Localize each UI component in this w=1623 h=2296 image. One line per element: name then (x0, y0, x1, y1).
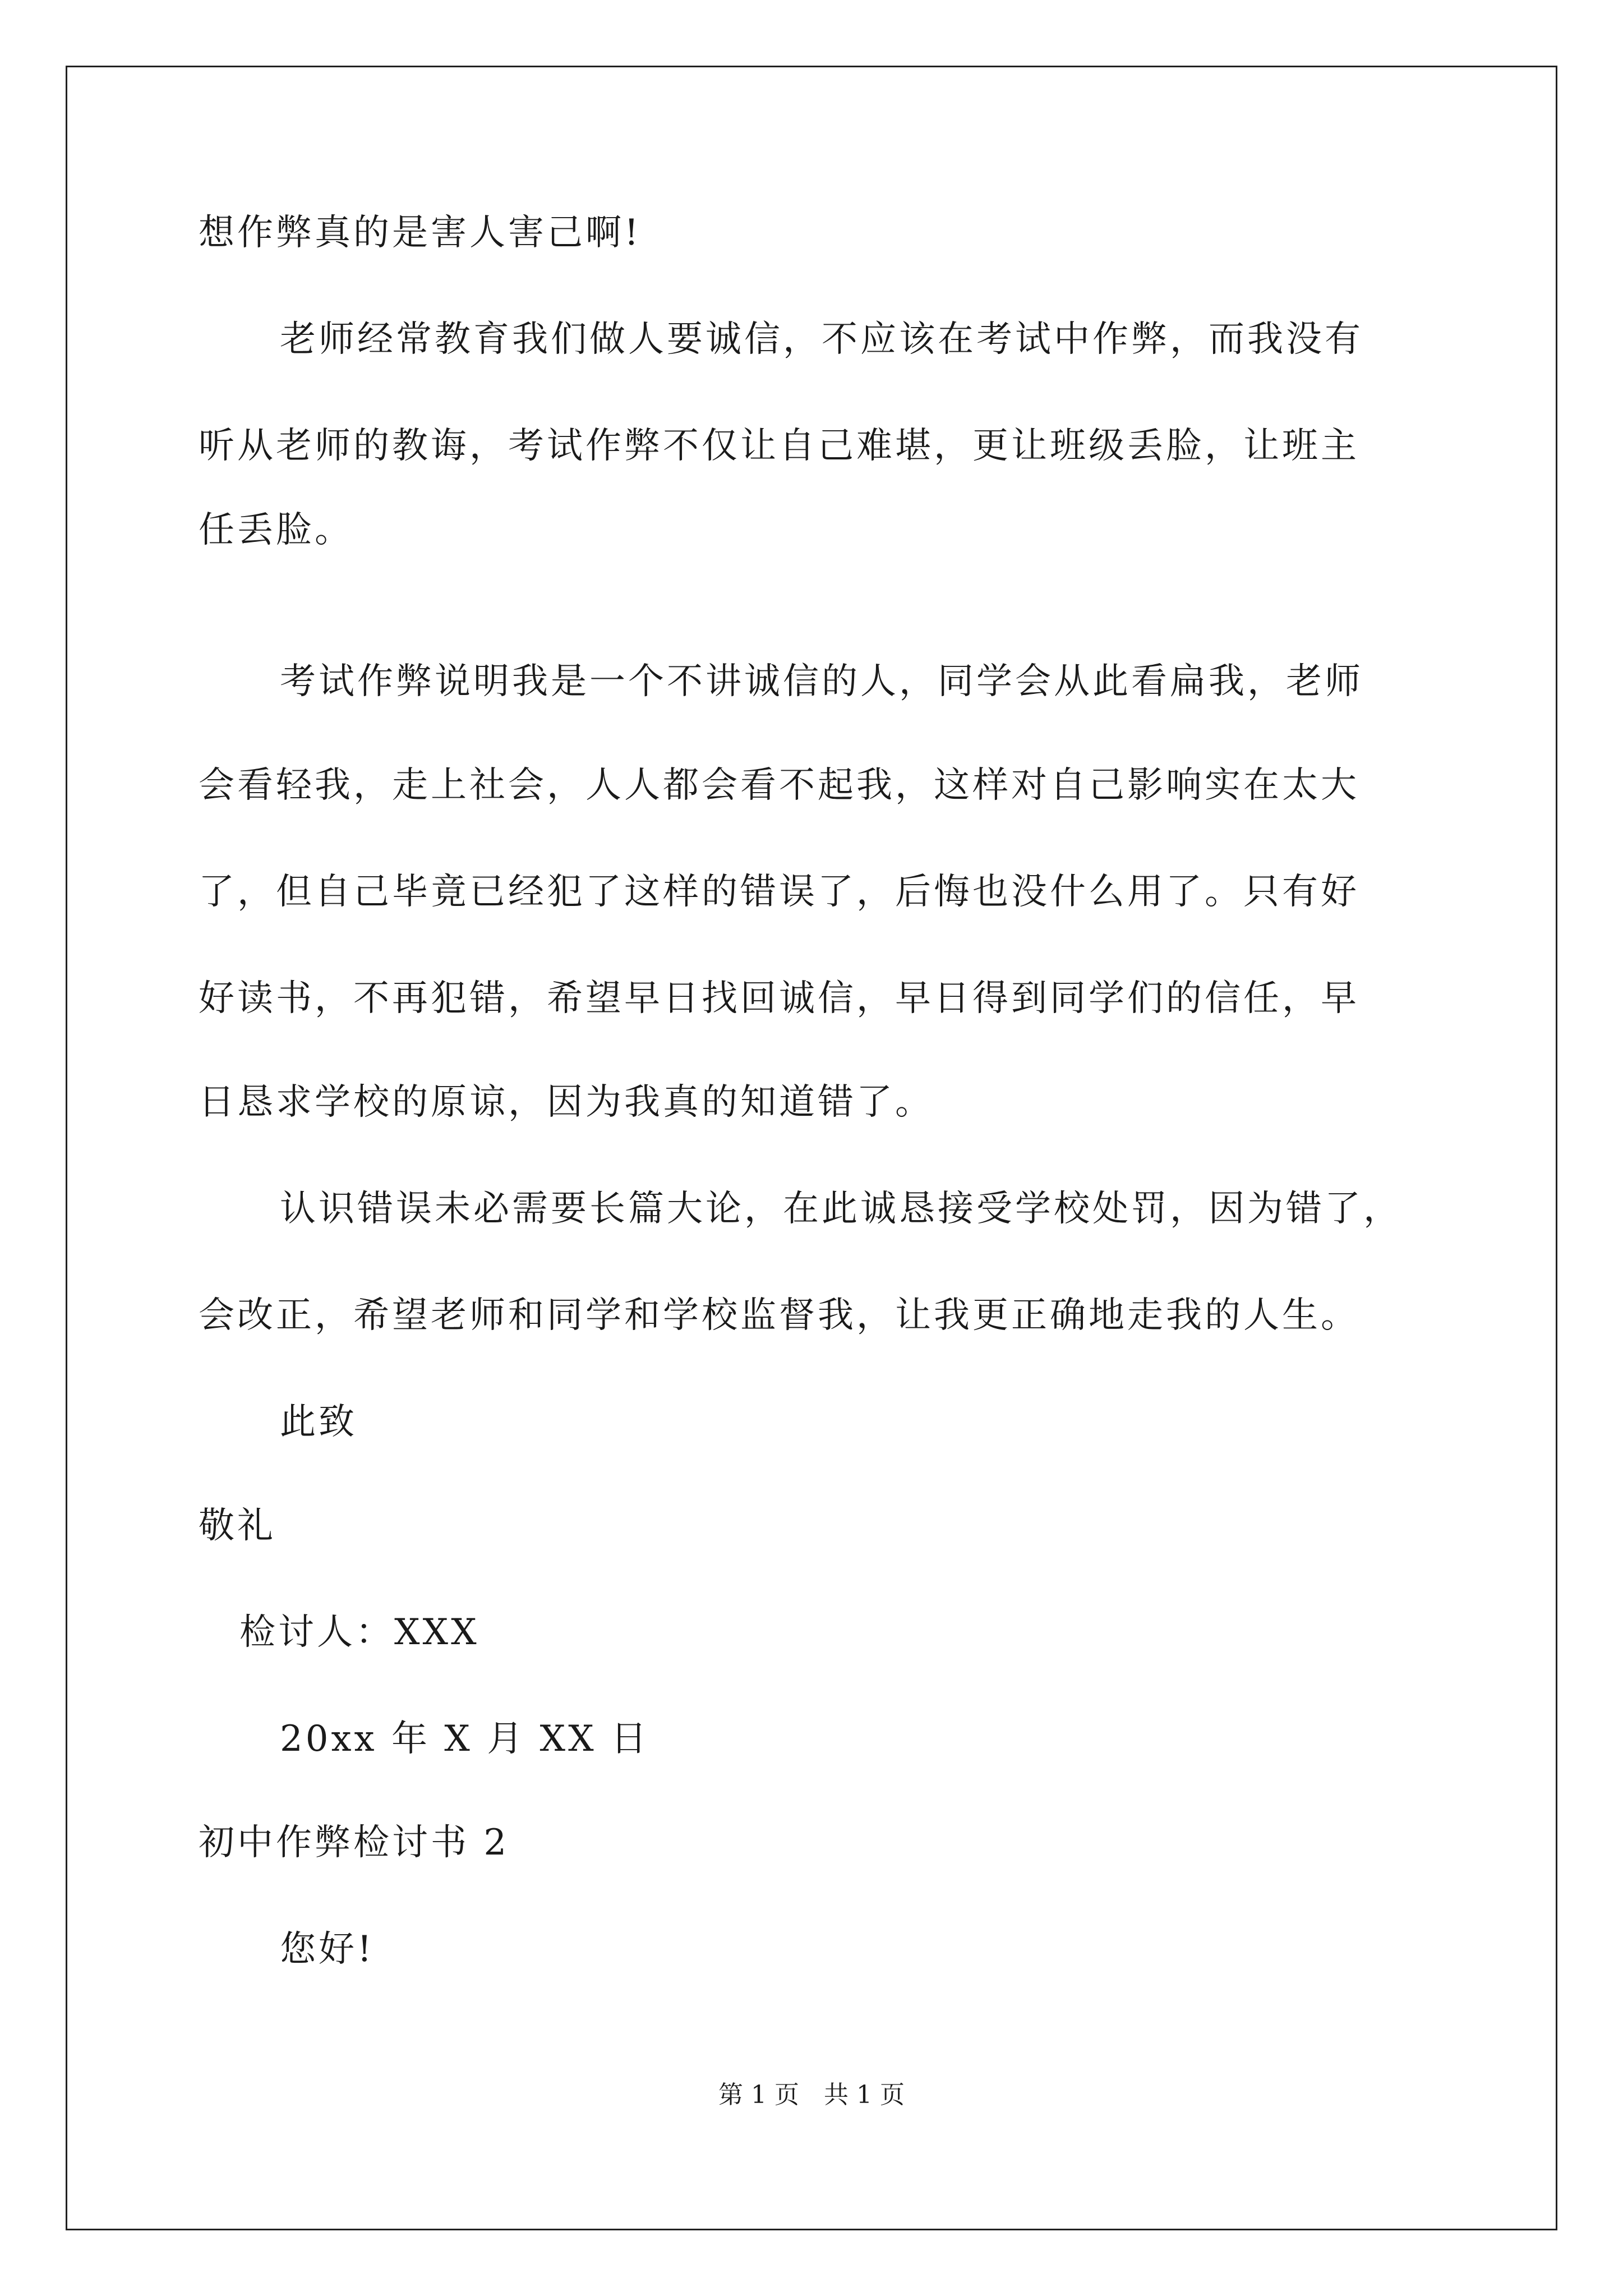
paragraph-line: 会改正，希望老师和同学和学校监督我，让我更正确地走我的人生。 (199, 1295, 1359, 1336)
page-frame (66, 66, 1557, 2230)
signature-line: 检讨人：XXX (239, 1612, 479, 1653)
paragraph-line: 好读书，不再犯错，希望早日找回诚信，早日得到同学们的信任，早 (199, 978, 1359, 1019)
paragraph-line: 会看轻我，走上社会，人人都会看不起我，这样对自己影响实在太大 (199, 765, 1359, 806)
text-line: 想作弊真的是害人害己啊! (199, 212, 642, 254)
date-line: 20xx 年 X 月 XX 日 (280, 1718, 650, 1760)
paragraph-line: 了，但自己毕竟已经犯了这样的错误了，后悔也没什么用了。只有好 (199, 871, 1359, 913)
paragraph-line: 听从老师的教诲，考试作弊不仅让自己难堪，更让班级丢脸，让班主 (199, 425, 1359, 467)
paragraph-line: 任丢脸。 (199, 509, 353, 551)
section-title: 初中作弊检讨书 2 (199, 1822, 510, 1864)
greeting-line: 您好! (280, 1929, 375, 1970)
closing-respect: 敬礼 (199, 1505, 276, 1547)
paragraph-line: 日恳求学校的原谅，因为我真的知道错了。 (199, 1082, 934, 1123)
paragraph-line: 老师经常教育我们做人要诚信，不应该在考试中作弊，而我没有 (280, 319, 1363, 360)
paragraph-line: 认识错误未必需要长篇大论，在此诚恳接受学校处罚，因为错了， (280, 1188, 1402, 1230)
closing-salutation: 此致 (280, 1401, 357, 1443)
page-footer: 第 1 页 共 1 页 (718, 2081, 905, 2109)
paragraph-line: 考试作弊说明我是一个不讲诚信的人，同学会从此看扁我，老师 (280, 661, 1363, 702)
